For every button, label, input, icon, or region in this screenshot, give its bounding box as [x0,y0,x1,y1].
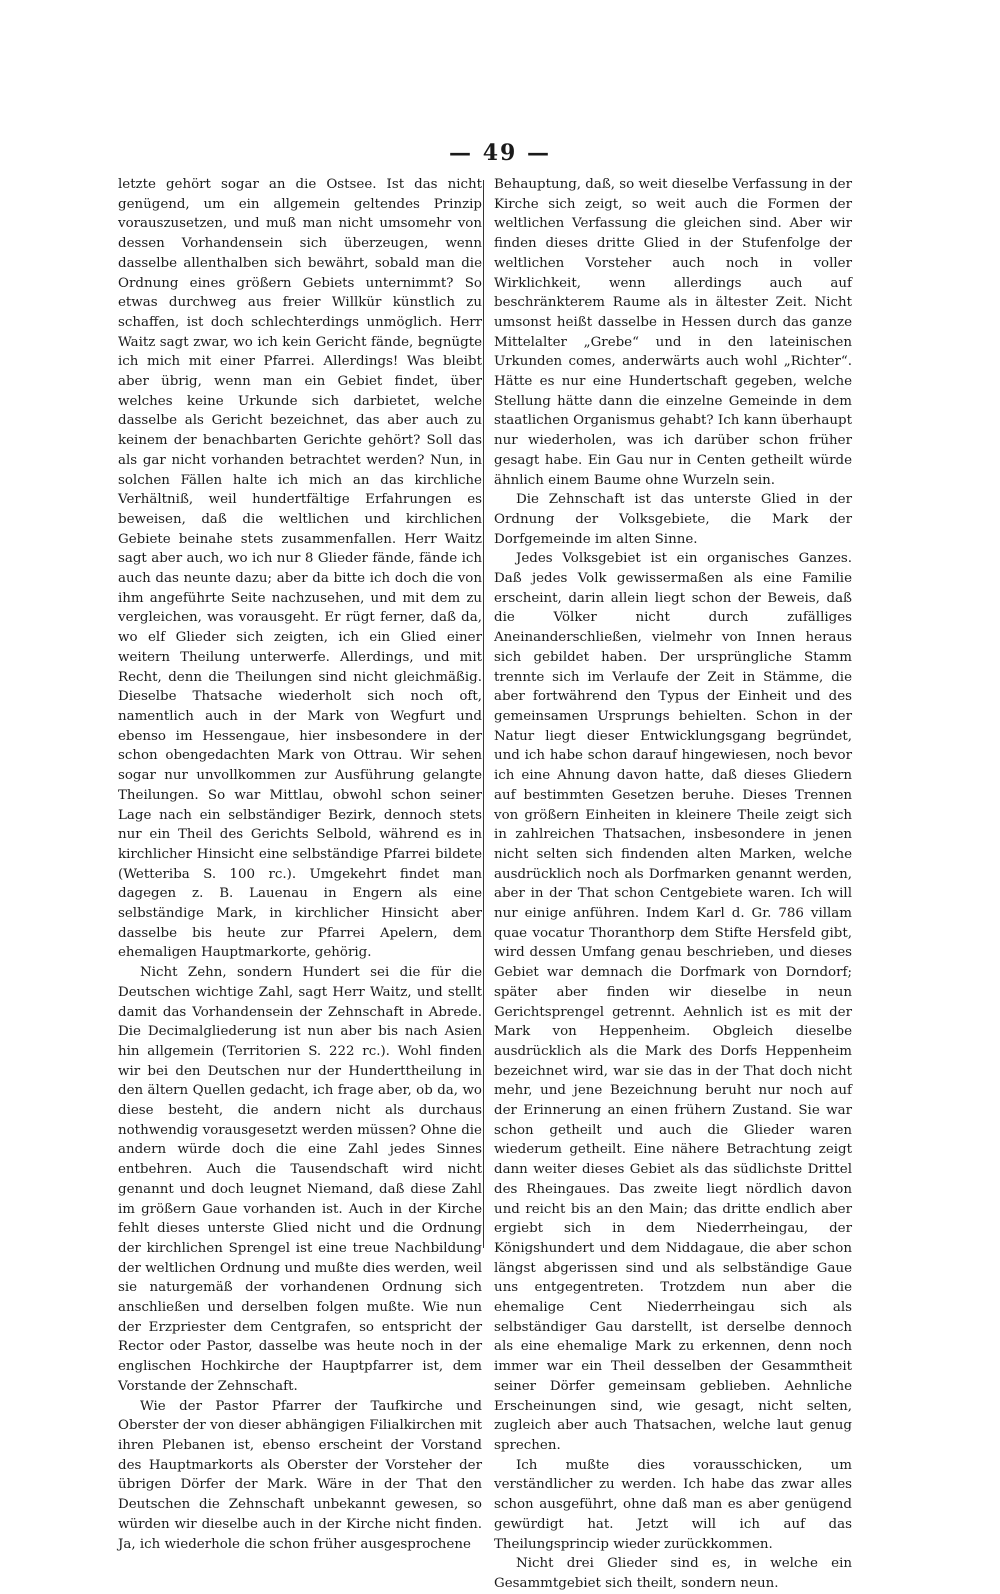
left-column [118,175,482,1554]
left-paragraph-3: Wie der Pastor Pfarrer der Taufkirche und Oberster der von dieser abhängigen Filialkirchen mit ihren Plebanen ist, ebenso erscheint der Vorstand des Hauptmarkorts als Oberster der Vorsteher der übrigen Dörfer der Mark. Wäre in der That den Deutschen die Zehnschaft unbekannt gewesen, so würden wir dieselbe auch in der Kirche nicht finden. Ja, ich wiederhole die schon früher ausgesprochene [118,1398,482,1552]
right-paragraph-4: Ich mußte dies vorausschicken, um verständlicher zu werden. Ich habe das zwar alles schon ausgeführt, ohne daß man es aber genügend gewürdigt hat. Jetzt will ich auf das Theilungsprincip wieder zurückkommen. [494,1457,852,1552]
right-paragraph-2: Die Zehnschaft ist das unterste Glied in der Ordnung der Volksgebiete, die Mark der Dorfgemeinde im alten Sinne. [494,492,852,547]
right-paragraph-1: Behauptung, daß, so weit dieselbe Verfassung in der Kirche sich zeigt, so weit auch die Formen der weltlichen Verfassung die gleichen sind. Aber wir finden dieses dritte Glied in der Stufenfolge der weltlichen Vorsteher auch noch in voller Wirklichkeit, wenn allerdings auch auf beschränkterem Raume als in ältester Zeit. Nicht umsonst heißt dasselbe in Hessen durch das ganze Mittelalter „Grebe“ und in den lateinischen Urkunden comes, anderwärts auch wohl „Richter“. Hätte es nur eine Hundertschaft gegeben, welche Stellung hätte dann die einzelne Gemeinde in dem staatlichen Organismus gehabt? Ich kann überhaupt nur wiederholen, was ich darüber schon früher gesagt habe. Ein Gau nur in Centen getheilt würde ähnlich einem Baume ohne Wurzeln sein. [494,177,852,488]
right-column [494,175,852,1594]
column-divider [483,180,484,1248]
page-number: — 49 — [449,140,551,166]
left-paragraph-2: Nicht Zehn, sondern Hundert sei die für die Deutschen wichtige Zahl, sagt Herr Waitz, und stellt damit das Vorhandensein der Zehnschaft in Abrede. Die Decimalgliederung ist nun aber bis nach Asien hin allgemein (Territorien S. 222 rc.). Wohl finden wir bei den Deutschen nur der Hunderttheilung in den ältern Quellen gedacht, ich frage aber, ob da, wo diese besteht, die andern nicht als durchaus nothwendig vorausgesetzt werden müssen? Ohne die andern würde doch die eine Zahl jedes Sinnes entbehren. Auch die Tausendschaft wird nicht genannt und doch leugnet Niemand, daß diese Zahl im größern Gaue vorhanden ist. Auch in der Kirche fehlt dieses unterste Glied nicht und die Ordnung der kirchlichen Sprengel ist eine treue Nachbildung der weltlichen Ordnung und mußte dies werden, weil sie naturgemäß der vorhandenen Ordnung sich anschließen und derselben folgen mußte. Wie nun der Erzpriester dem Centgrafen, so entspricht der Rector oder Pastor, dasselbe was heute noch in der englischen Hochkirche der Hauptpfarrer ist, dem Vorstande der Zehnschaft. [118,965,482,1394]
left-paragraph-1: letzte gehört sogar an die Ostsee. Ist das nicht genügend, um ein allgemein geltendes Prinzip vorauszusetzen, und muß man nicht umsomehr von dessen Vorhandensein sich überzeugen, wenn dasselbe allenthalben sich bewährt, sobald man die Ordnung eines größern Gebiets unternimmt? So etwas durchweg aus freier Willkür künstlich zu schaffen, ist doch schlechterdings unmöglich. Herr Waitz sagt zwar, wo ich kein Gericht fände, begnügte ich mich mit einer Pfarrei. Allerdings! Was bleibt aber übrig, wenn man ein Gebiet findet, über welches keine Urkunde sich darbietet, welche dasselbe als Gericht bezeichnet, das aber auch zu keinem der benachbarten Gerichte gehört? Soll das als gar nicht vorhanden betrachtet werden? Nun, in solchen Fällen halte ich mich an das kirchliche Verhältniß, weil hundertfältige Erfahrungen es beweisen, daß die weltlichen und kirchlichen Gebiete beinahe stets zusammenfallen. Herr Waitz sagt aber auch, wo ich nur 8 Glieder fände, fände ich auch das neunte dazu; aber da bitte ich doch die von ihm angeführte Seite nachzusehen, und mit dem zu vergleichen, was vorausgeht. Er rügt ferner, daß da, wo elf Glieder sich zeigten, ich ein Glied einer weitern Theilung unterwerfe. Allerdings, und mit Recht, denn die Theilungen sind nicht gleichmäßig. Dieselbe Thatsache wiederholt sich noch oft, namentlich auch in der Mark von Wegfurt und ebenso im Hessengaue, hier insbesondere in der schon obengedachten Mark von Ottrau. Wir sehen sogar nur unvollkommen zur Ausführung gelangte Theilungen. So war Mittlau, obwohl schon seiner Lage nach ein selbständiger Bezirk, dennoch stets nur ein Theil des Gerichts Selbold, während es in kirchlicher Hinsicht eine selbständige Pfarrei bildete (Wetteriba S. 100 rc.). Umgekehrt findet man dagegen z. B. Lauenau in Engern als eine selbständige Mark, in kirchlicher Hinsicht aber dasselbe bis heute zur Pfarrei Apelern, dem ehemaligen Hauptmarkorte, gehörig. [118,177,482,961]
right-paragraph-3: Jedes Volksgebiet ist ein organisches Ganzes. Daß jedes Volk gewissermaßen als eine Familie erscheint, darin allein liegt schon der Beweis, daß die Völker nicht durch zufälliges Aneinanderschließen, vielmehr von Innen heraus sich gebildet haben. Der ursprüngliche Stamm trennte sich im Verlaufe der Zeit in Stämme, die aber fortwährend den Typus der Einheit und des gemeinsamen Ursprungs behielten. Schon in der Natur liegt dieser Entwicklungsgang begründet, und ich habe schon darauf hingewiesen, noch bevor ich eine Ahnung davon hatte, daß dieses Gliedern auf bestimmten Gesetzen beruhe. Dieses Trennen von größern Einheiten in kleinere Theile zeigt sich in zahlreichen Thatsachen, insbesondere in jenen nicht selten sich findenden alten Marken, welche ausdrücklich noch als Dorfmarken genannt werden, aber in der That schon Centgebiete waren. Ich will nur einige anführen. Indem Karl d. Gr. 786 villam quae vocatur Thoranthorp dem Stifte Hersfeld gibt, wird dessen Umfang genau beschrieben, und dieses Gebiet war demnach die Dorfmark von Dorndorf; später aber finden wir dieselbe in neun Gerichtsprengel getrennt. Aehnlich ist es mit der Mark von Heppenheim. Obgleich dieselbe ausdrücklich als die Mark des Dorfs Heppenheim bezeichnet wird, war sie das in der That doch nicht mehr, und jene Bezeichnung beruht nur noch auf der Erinnerung an einen frühern Zustand. Sie war schon getheilt und auch die Glieder waren wiederum getheilt. Eine nähere Betrachtung zeigt dann weiter dieses Gebiet als das südlichste Drittel des Rheingaues. Das zweite liegt nördlich davon und reicht bis an den Main; das dritte endlich aber ergiebt sich in dem Niederrheingau, der Königshundert und dem Niddagaue, die aber schon längst abgerissen sind und als selbständige Gaue uns entgegentreten. Trotzdem nun aber die ehemalige Cent Niederrheingau sich als selbständiger Gau darstellt, ist derselbe dennoch als eine ehemalige Mark zu erkennen, denn noch immer war ein Theil desselben der Gesammtheit seiner Dörfer gemeinsam geblieben. Aehnliche Erscheinungen sind, wie gesagt, nicht selten, zugleich aber auch Thatsachen, welche laut genug sprechen. [494,551,852,1453]
right-paragraph-5: Nicht drei Glieder sind es, in welche ein Gesammtgebiet sich theilt, sondern neun. [494,1556,852,1591]
